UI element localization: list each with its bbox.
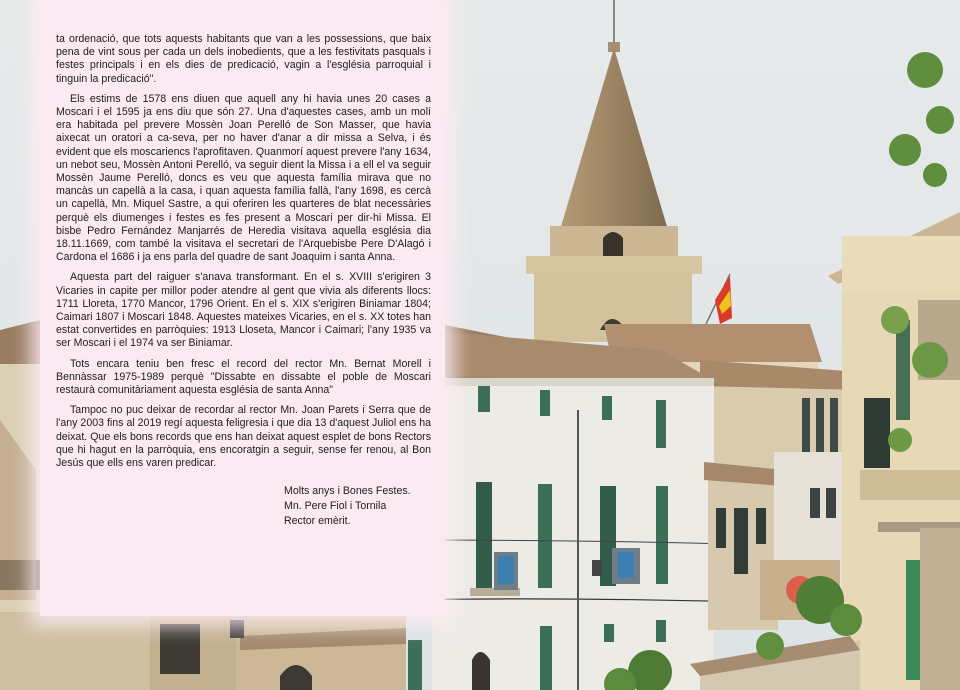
signature-name: Mn. Pere Fiol i Tornila	[284, 500, 387, 513]
article-text-panel	[40, 0, 445, 616]
paragraph-1: ta ordenació, que tots aquests habitants que van a les possessions, que baix pena de vint sous per cada un dels inobedients, que a les festivitats pasquals i festes principals i en els dies de predicació, vagin a l'església parroquial i tinguin la predicació".	[56, 33, 431, 85]
paragraph-5: Tampoc no puc deixar de recordar al rector Mn. Joan Parets i Serra que de l'any 2003 fins al 2019 regí aquesta feligresia i que dia 13 d'aquest Juliol ens ha deixat. Que els bons records que ens han deixat aquest esplet de bons Rectors que hi hagut en la parròquia, ens encoratgin a seguir, sense fer renou, al Bon Jesús que ells ens varen predicar.	[56, 404, 431, 470]
signature-greeting: Molts anys i Bones Festes.	[284, 485, 411, 498]
paragraph-3: Aquesta part del raiguer s'anava transformant. En el s. XVIII s'erigiren 3 Vicaries in capite per millor poder atendre al gent que vivia als diferents llocs: 1711 Lloreta, 1770 Mancor, 1796 Orient. En el s. XIX s'erigiren Biniamar 1804; Caimari 1807 i Moscari 1848. Aquestes mateixes Vicaries, en el s. XX totes han estat convertides en parròquies: 1913 Lloseta, Mancor i Caimari; l'any 1935 va ser Moscari i el 1974 va ser Biniamar.	[56, 271, 431, 350]
signature-title: Rector emèrit.	[284, 515, 351, 528]
signature-block	[284, 484, 431, 529]
paragraph-2: Els estims de 1578 ens diuen que aquell any hi havia unes 20 cases a Moscari i el 1595 ja ens diu que són 27. Una d'aquestes cases, amb un molí era habitada pel prevere Mossèn Joan Perelló de Son Masser, que havia aixecat un oratori a ca-seva, per no haver d'anar a dir missa a Selva, i és evident que els moscariencs l'aprofitaven. Quanmorí aquest prevere l'any 1634, un nebot seu, Mossèn Antoni Perelló, va seguir dient la Missa i a ell el va seguir Mossèn Jaume Perelló, doncs es veu que aquesta família mirava que no mancàs un capellà a la casa, i quan aquesta família fallà, l'any 1698, es cercà un capellà, Mn. Miquel Sastre, a qui oferiren les quarteres de blat necessàries perquè els diumenges i festes es fes present a Moscari per dir-hi Missa. El bisbe Pedro Fernández Manjarrés de Heredia visitava aquella església dia 18.11.1669, com també la visitava el secretari de l'Arquebisbe Pere D'Alagó i Cardona el 1686 i ja ens parla del quadre de sant Joaquim i santa Anna.	[56, 92, 431, 264]
paragraph-4: Tots encara teniu ben fresc el record del rector Mn. Bernat Morell i Bennàssar 1975-1989 perquè "Dissabte en dissabte el poble de Moscari restaurà comunitàriament aquesta església de santa Anna"	[56, 357, 431, 397]
